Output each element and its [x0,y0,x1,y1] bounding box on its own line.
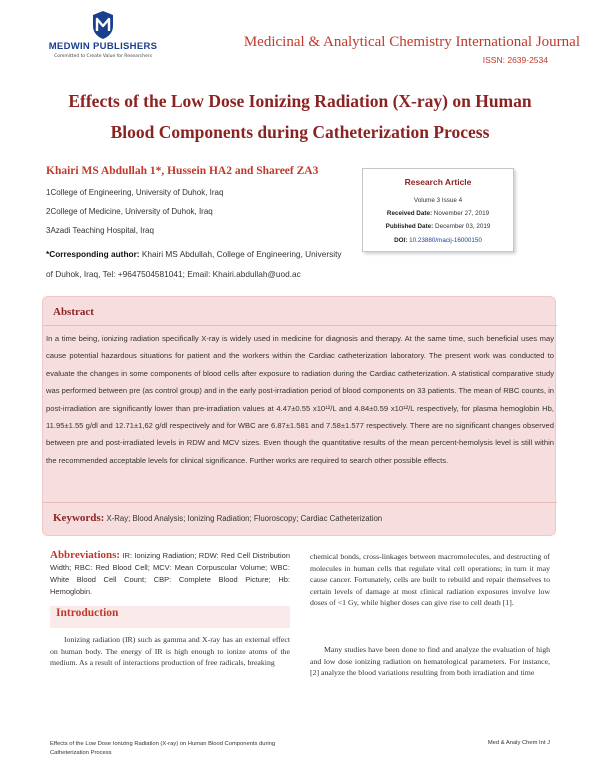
article-type: Research Article [404,177,472,187]
publisher-name: MEDWIN PUBLISHERS [48,41,158,52]
doi[interactable] [363,237,513,244]
keywords-divider [43,502,557,503]
article-title-line-1: Effects of the Low Dose Ionizing Radiation (X-ray) on Human [68,91,532,111]
doi-link[interactable]: 10.23880/macij-16000150 [407,237,482,244]
abstract-text: In a time being, ionizing radiation specifically X-ray is widely used in medicine for diagnosis and therapy. At the same time, such beneficial uses may cause potential hazardous situations for patient and the workers within the Cardiac catheterization laboratory. The present work was conducted to evaluate the changes in some components of blood cells after exposure to radiation during the Cardiac catheterization. A statistical comparative study was performed between pre (as control group) and in the early post-irradiation period of blood components on 33 patients. The mean of RBC counts, in post-irradiation are significantly lower than pre-irradiation values at 4.47±0.55 x10¹²/L and 4.84±0.59 x10¹²/L respectively, for plasma hemoglobin Hb, 11.95±1.55 g/dl and 12.71±1,62 g/dl respectively and for WBC are 6.87±1.581 and 7.58±1.577 respectively. There are no significant changes observed between pre and post-irradiated levels in RDW and MCV sizes. Even though the quantitative results of the mean percent-hemolysis level is still within the recommended acceptable levels for clinical significance. Further works are required to search other possible effects. [46,334,554,465]
volume-issue: Volume 3 Issue 4 [413,197,463,204]
received-date [363,210,513,217]
journal-issn: ISSN: 2639-2534 [482,55,548,65]
keywords-label: Keywords: [53,512,105,524]
footer-running-title: Effects of the Low Dose Ionizing Radiation (X-ray) on Human Blood Components during Catheterization Process [50,741,276,756]
affiliation-2: 2College of Medicine, University of Duhok, Iraq [46,207,213,216]
right-column-text-2: Many studies have been done to find and analyze the evaluation of high and low dose ionizing radiation on hematological parameters. For instance, [2] analyze the blood variations resulting from both irradiation and time [310,645,550,678]
received-label: Received Date: [386,210,433,217]
author-list: Khairi MS Abdullah 1*, Hussein HA2 and Shareef ZA3 [46,165,319,177]
keywords-text: X-Ray; Blood Analysis; Ionizing Radiation; Fluoroscopy; Cardiac Catheterization [104,514,383,523]
footer-journal-abbrev: Med & Analy Chem Int J [487,740,550,746]
abbreviations-text: IR: Ionizing Radiation; RDW: Red Cell Distribution Width; RBC: Red Blood Cell; MCV: Mean Corpuscular Volume; WBC: White Blood Cell Count; CBP: Complete Blood Picture; Hb: Hemoglobin. [50,551,290,596]
abstract-divider [43,325,557,326]
affiliation-3: 3Azadi Teaching Hospital, Iraq [46,226,154,235]
introduction-text: Ionizing radiation (IR) such as gamma and X-ray has an external effect on human body. The energy of IR is high enough to ionize atoms of the medium. As a result of interactions production of free radicals, breaking [50,635,290,668]
page-header [0,0,600,82]
corresponding-label: *Corresponding author: [46,249,140,259]
right-column-paragraph-2 [310,644,550,679]
published-value: December 03, 2019 [433,223,491,230]
published-date [363,223,513,230]
abbreviations-paragraph [50,549,290,598]
abbreviations-label: Abbreviations: [50,549,121,561]
published-label: Published Date: [385,223,434,230]
doi-label: DOI: [394,237,408,244]
abstract-heading: Abstract [53,306,94,318]
article-title-line-2: Blood Components during Catheterization Process [110,122,490,142]
right-column-paragraph-1: chemical bonds, cross-linkages between macromolecules, and destructing of molecules in human cells that regulate vital cell operations; in turn it may cause cancer. Fortunately, cells are built to rebuild and repair themselves to certain levels of damage at most clinical radiation exposures involve low doses of <1 Gy, while higher doses can give rise to cell death [1]. [310,552,550,608]
affiliation-1: 1College of Engineering, University of Duhok, Iraq [46,188,224,197]
corresponding-author [46,244,346,284]
introduction-heading: Introduction [56,607,119,619]
journal-title: Medicinal & Analytical Chemistry International Journal [243,34,580,50]
received-value: November 27, 2019 [432,210,490,217]
publisher-tagline: Committed to Create Value for Researchers [54,54,152,59]
abstract-box [42,296,556,536]
keywords [53,512,553,524]
publisher-shield-icon [92,10,114,40]
corresponding-text: Khairi MS Abdullah, College of Engineering, University of Duhok, Iraq, Tel: +9647504581041; Email: Khairi.abdullah@uod.ac [46,249,342,279]
article-title [40,86,560,148]
introduction-paragraph [50,634,290,669]
abbreviations [50,549,290,598]
article-info-box [362,168,514,252]
publisher-logo [38,10,168,66]
